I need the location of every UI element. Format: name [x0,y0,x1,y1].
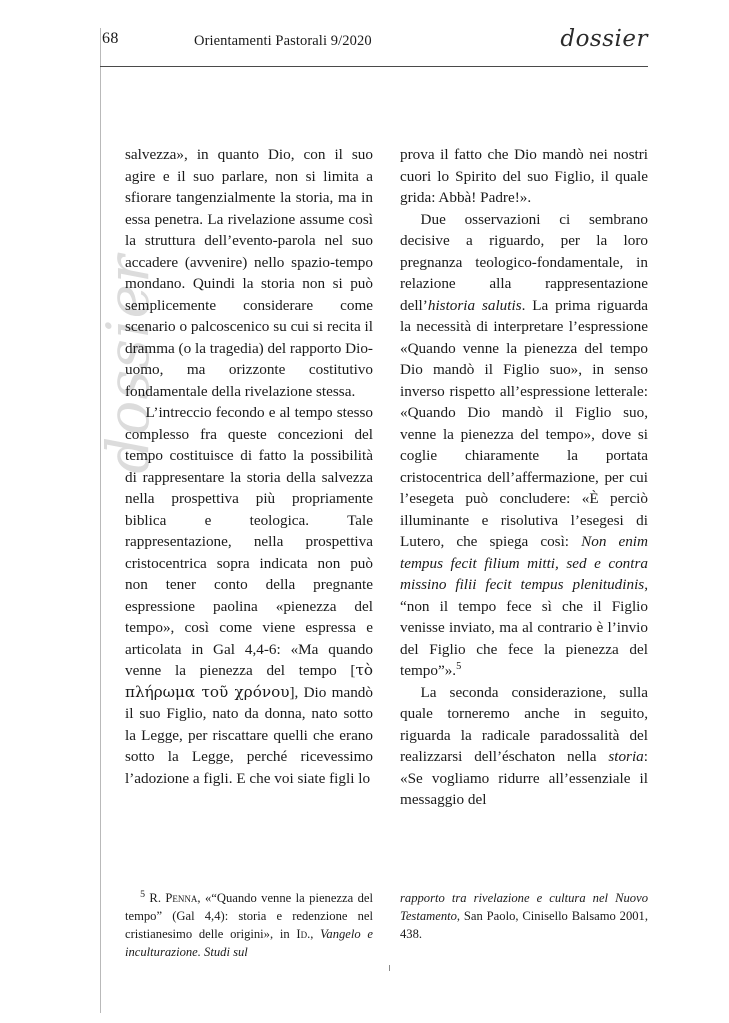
paragraph: L’intreccio fecondo e al tempo stesso complesso fra queste concezioni del tempo costituisce di fatto la possibilità di rappresentare la storia della salvezza nella prospettiva più propriamente biblica e teologica. Tale rappresentazione, nella prospettiva cristocentrica sopra indicata non può non tener conto della pregnante espressione paolina «pienezza del tempo», così come viene espressa e articolata in Gal 4,4-6: «Ma quando venne la pienezza del tempo [τὸ πλήρωμα τοῦ χρόνου], Dio mandò il suo Figlio, nato da donna, nato sotto la Legge, per riscattare quelli che erano sotto la Legge, perché ricevessimo l’adozione a figli. E che voi siate figli lo [125,404,373,787]
work-title-continued: rapporto tra rivelazione e cultura nel Nuovo Testamento [400,891,648,923]
paragraph: salvezza», in quanto Dio, con il suo agire e il suo parlare, non si limita a sfiorare tangenzialmente la storia, ma in essa penetra. La rivelazione assume così la struttura dell’evento-parola nel suo accadere (avvenire) nello spazio-tempo mondano. Quindi la storia non si può semplicemente considerare come scenario o palcoscenico su cui si recita il dramma (o la tragedia) del rapporto Dio-uomo, ma orizzonte costitutivo fondamentale della rivelazione stessa. [125,146,373,400]
page-left-rule [100,28,101,1013]
footnote-item: $^5$ R. Penna, «“Quando venne la pienezza del tempo” (Gal 4,4): storia e redenzione nel cristianesimo delle origini», in Id., Vangelo e inculturazione. Studi sul [125,888,374,959]
ibid-marker: Id [296,926,308,941]
page-tick-mark [389,965,390,971]
header-divider [100,66,648,67]
running-title: Orientamenti Pastorali 9/2020 [194,33,372,49]
footnotes [125,890,648,962]
side-wordmark: dossier [94,254,162,474]
greek-phrase: τὸ πλήρωμα τοῦ χρόνου [125,661,373,701]
page-header [100,26,648,72]
column-right [400,144,648,859]
footnote-column-right [400,890,648,962]
footnote-reference[interactable]: 5 [456,660,462,672]
paragraph: Due osservazioni ci sembrano decisive a riguardo, per la loro pregnanza teologico-fondamentale, in relazione alla rappresentazione dell’historia salutis. La prima riguarda la necessità di interpretare l’espressione «Quando venne la pienezza del tempo Dio mandò il Figlio suo», in senso inverso rispetto all’espressione letterale: «Quando Dio mandò il Figlio suo, venne la pienezza del tempo», dove si coglie chiaramente la portata cristocentrica dell’affermazione, per cui l’esegeta può concludere: «È perciò illuminante e risolutiva l’esegesi di Lutero, che spiega così: Non enim tempus fecit filium mitti, sed e contra missino filii fecit tempus plenitudinis, “non il tempo fece sì che il Figlio venisse inviato, ma al contrario è l’invio del Figlio che fece la pienezza del tempo”».$^5$ [400,210,648,679]
latin-quote: Non enim tempus fecit filium mitti, sed e contra missino filii fecit tempus plenitudinis [400,533,648,593]
body-columns [125,144,648,859]
work-title: Vangelo e inculturazione. Studi sul [125,926,374,959]
footnote-marker: 5 [140,888,146,900]
page-number: 68 [102,30,119,47]
italic-term: storia [608,748,644,765]
column-left [125,144,373,859]
dossier-logo: dossier [560,26,648,52]
paragraph: prova il fatto che Dio mandò nei nostri cuori lo Spirito del suo Figlio, il quale grida: Abbà! Padre!». [400,146,648,206]
footnote-item-continuation: rapporto tra rivelazione e cultura nel Nuovo Testamento, San Paolo, Cinisello Balsamo 2001, 438. [400,891,648,941]
paragraph: La seconda considerazione, sulla quale torneremo anche in seguito, riguarda la radicale paradossalità del realizzarsi dell’éschaton nella storia: «Se vogliamo ridurre all’essenziale il messaggio del [400,683,648,808]
italic-term: historia salutis [427,296,522,314]
author-name: Penna [165,891,198,905]
footnote-column-left [125,890,373,962]
